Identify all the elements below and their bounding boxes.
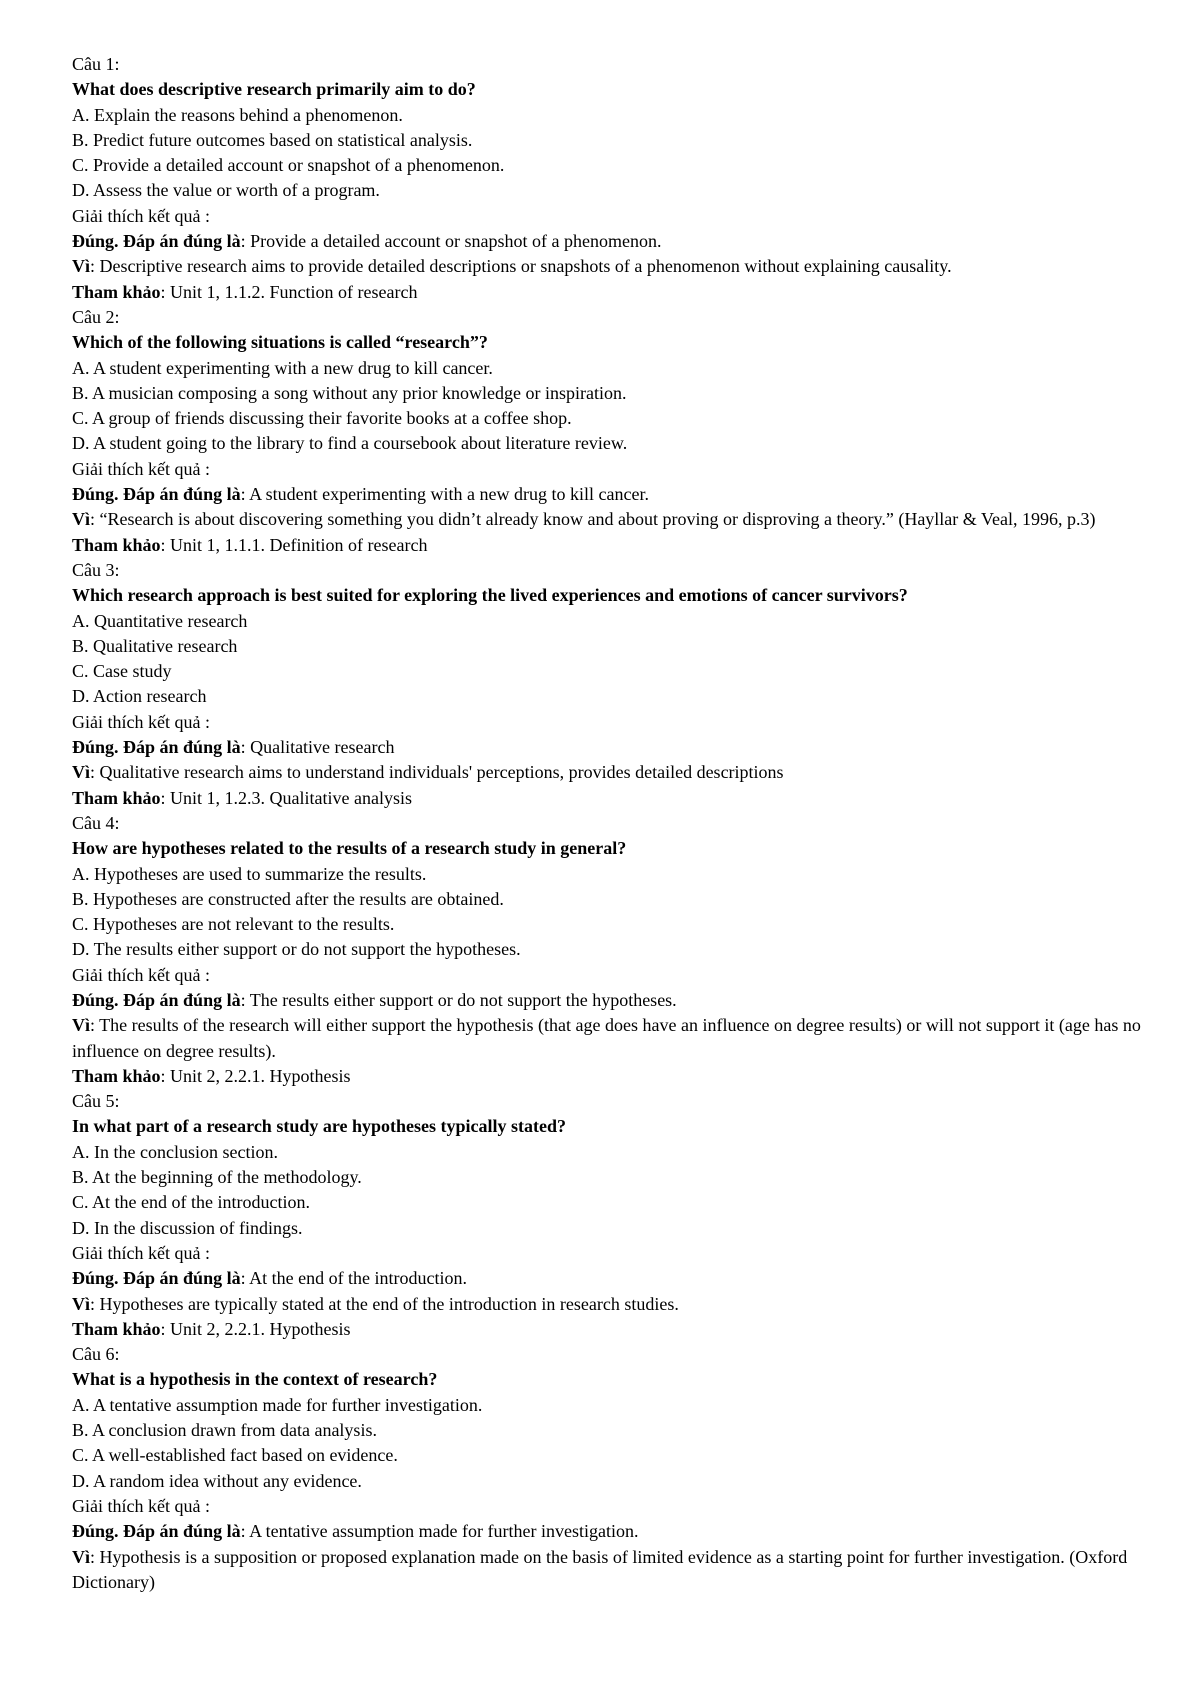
question-number: Câu 2:: [72, 306, 120, 327]
question-text: What is a hypothesis in the context of research?: [72, 1369, 438, 1390]
option-b: B. Predict future outcomes based on statistical analysis.: [72, 129, 473, 150]
question-number: Câu 4:: [72, 812, 120, 833]
document-page: [72, 52, 1152, 1595]
reason-text: : Hypotheses are typically stated at the end of the introduction in research studies.: [90, 1293, 679, 1314]
question-text: How are hypotheses related to the results of a research study in general?: [72, 838, 627, 859]
answer-label: Đúng. Đáp án đúng là: [72, 1268, 241, 1289]
correct-answer: [72, 1266, 1152, 1291]
answer-label: Đúng. Đáp án đúng là: [72, 989, 241, 1010]
explain-heading: Giải thích kết quả :: [72, 458, 210, 479]
option-d: D. A random idea without any evidence.: [72, 1470, 362, 1491]
ref-text: : Unit 2, 2.2.1. Hypothesis: [160, 1065, 351, 1086]
question-number: Câu 3:: [72, 559, 120, 580]
reason: [72, 1292, 1152, 1317]
ref-text: : Unit 2, 2.2.1. Hypothesis: [160, 1318, 351, 1339]
answer-label: Đúng. Đáp án đúng là: [72, 1521, 241, 1542]
answer-text: : At the end of the introduction.: [240, 1268, 468, 1289]
option-d: D. The results either support or do not support the hypotheses.: [72, 939, 521, 960]
explain-heading: Giải thích kết quả :: [72, 711, 210, 732]
option-d: D. Assess the value or worth of a program.: [72, 180, 380, 201]
question-block: [72, 1089, 1152, 1342]
reason-label: Vì: [72, 762, 90, 783]
correct-answer: [72, 229, 1152, 254]
reference: [72, 533, 1152, 558]
option-a: A. Hypotheses are used to summarize the results.: [72, 863, 427, 884]
reason: [72, 254, 1152, 279]
reason-label: Vì: [72, 256, 90, 277]
option-b: B. Qualitative research: [72, 635, 238, 656]
correct-answer: [72, 988, 1152, 1013]
question-block: [72, 811, 1152, 1089]
answer-text: : The results either support or do not support the hypotheses.: [240, 989, 677, 1010]
explain-heading: Giải thích kết quả :: [72, 205, 210, 226]
answer-text: : Qualitative research: [240, 737, 395, 758]
reason-text: : Hypothesis is a supposition or proposed explanation made on the basis of limited evidence as a starting point for further investigation. (Oxford Dictionary): [72, 1546, 1128, 1592]
answer-text: : Provide a detailed account or snapshot of a phenomenon.: [240, 231, 662, 252]
question-block: [72, 1342, 1152, 1595]
reason: [72, 1013, 1152, 1064]
question-text: Which of the following situations is called “research”?: [72, 332, 488, 353]
question-block: [72, 305, 1152, 558]
question-text: What does descriptive research primarily aim to do?: [72, 79, 476, 100]
option-b: B. At the beginning of the methodology.: [72, 1167, 362, 1188]
option-c: C. A group of friends discussing their favorite books at a coffee shop.: [72, 408, 572, 429]
correct-answer: [72, 482, 1152, 507]
reason: [72, 760, 1152, 785]
reference: [72, 1317, 1152, 1342]
answer-label: Đúng. Đáp án đúng là: [72, 737, 241, 758]
question-block: [72, 558, 1152, 811]
reason: [72, 1545, 1152, 1596]
explain-heading: Giải thích kết quả :: [72, 1495, 210, 1516]
option-c: C. Hypotheses are not relevant to the results.: [72, 914, 395, 935]
answer-label: Đúng. Đáp án đúng là: [72, 484, 241, 505]
question-number: Câu 5:: [72, 1091, 120, 1112]
reason-text: : Qualitative research aims to understand individuals' perceptions, provides detailed descriptions: [90, 762, 784, 783]
answer-label: Đúng. Đáp án đúng là: [72, 231, 241, 252]
ref-text: : Unit 1, 1.1.2. Function of research: [160, 281, 418, 302]
reason-label: Vì: [72, 1293, 90, 1314]
option-a: A. In the conclusion section.: [72, 1141, 278, 1162]
option-a: A. A student experimenting with a new drug to kill cancer.: [72, 357, 493, 378]
option-d: D. Action research: [72, 686, 207, 707]
explain-heading: Giải thích kết quả :: [72, 1242, 210, 1263]
reason-label: Vì: [72, 1546, 90, 1567]
reason-label: Vì: [72, 509, 90, 530]
reference: [72, 280, 1152, 305]
reason-text: : “Research is about discovering something you didn’t already know and about proving or disproving a theory.” (Hayllar & Veal, 1996, p.3): [90, 509, 1096, 530]
reference: [72, 786, 1152, 811]
option-b: B. Hypotheses are constructed after the results are obtained.: [72, 888, 504, 909]
option-d: D. A student going to the library to find a coursebook about literature review.: [72, 433, 628, 454]
option-c: C. A well-established fact based on evidence.: [72, 1445, 398, 1466]
reason-text: : Descriptive research aims to provide detailed descriptions or snapshots of a phenomenon without explaining causality.: [90, 256, 952, 277]
ref-label: Tham khảo: [72, 787, 161, 808]
answer-text: : A tentative assumption made for further investigation.: [240, 1521, 639, 1542]
question-number: Câu 6:: [72, 1344, 120, 1365]
option-c: C. At the end of the introduction.: [72, 1192, 310, 1213]
option-c: C. Provide a detailed account or snapshot of a phenomenon.: [72, 155, 505, 176]
option-c: C. Case study: [72, 661, 172, 682]
ref-label: Tham khảo: [72, 281, 161, 302]
ref-text: : Unit 1, 1.1.1. Definition of research: [160, 534, 428, 555]
explain-heading: Giải thích kết quả :: [72, 964, 210, 985]
reason-text: : The results of the research will either support the hypothesis (that age does have an influence on degree results) or will not support it (age has no influence on degree results).: [72, 1015, 1141, 1061]
reference: [72, 1064, 1152, 1089]
correct-answer: [72, 735, 1152, 760]
ref-text: : Unit 1, 1.2.3. Qualitative analysis: [160, 787, 413, 808]
answer-text: : A student experimenting with a new drug to kill cancer.: [240, 484, 649, 505]
question-text: In what part of a research study are hypotheses typically stated?: [72, 1116, 566, 1137]
reason: [72, 507, 1152, 532]
option-b: B. A musician composing a song without any prior knowledge or inspiration.: [72, 382, 627, 403]
option-d: D. In the discussion of findings.: [72, 1217, 303, 1238]
ref-label: Tham khảo: [72, 1065, 161, 1086]
question-text: Which research approach is best suited for exploring the lived experiences and emotions of cancer survivors?: [72, 585, 908, 606]
question-block: [72, 52, 1152, 305]
option-a: A. Quantitative research: [72, 610, 248, 631]
ref-label: Tham khảo: [72, 1318, 161, 1339]
correct-answer: [72, 1519, 1152, 1544]
question-number: Câu 1:: [72, 54, 120, 74]
option-a: A. Explain the reasons behind a phenomenon.: [72, 104, 403, 125]
reason-label: Vì: [72, 1015, 90, 1036]
ref-label: Tham khảo: [72, 534, 161, 555]
option-b: B. A conclusion drawn from data analysis.: [72, 1420, 377, 1441]
option-a: A. A tentative assumption made for further investigation.: [72, 1394, 483, 1415]
